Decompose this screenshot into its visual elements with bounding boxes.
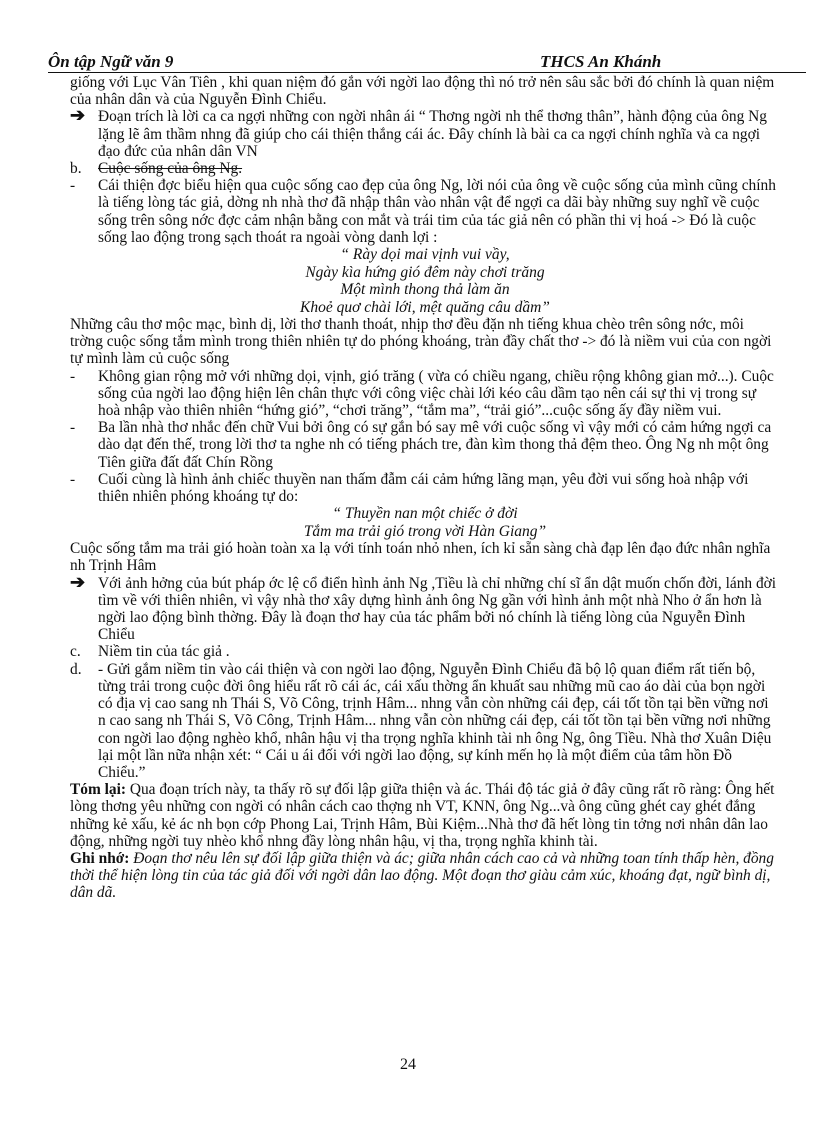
page-number: 24 <box>400 1056 416 1073</box>
arrow-icon: ➔ <box>70 571 86 592</box>
dash-item-4-text: Cuối cùng là hình ảnh chiếc thuyền nan thấm đẫm cái cảm hứng lãng mạn, yêu đời vui sống hoà nhập với thiên nhiên phóng khoáng tự do: <box>98 470 749 506</box>
section-b-heading: Cuộc sống của ông Ng. <box>98 160 243 178</box>
header-school-name: THCS An Khánh <box>540 52 662 71</box>
dash-item-2 <box>70 368 780 420</box>
section-c <box>70 643 780 660</box>
note-label: Ghi nhớ: <box>70 849 130 867</box>
arrow-point-2-text: Với ảnh hởng của bút pháp ớc lệ cổ điển hình ảnh Ng ,Tiều là chỉ những chí sĩ ẩn dật muốn chốn đời, lánh đời tìm về với thiên nhiên, vì vậy nhà thơ xây dựng hình ảnh ông Ng gần với hình ảnh một nhà Nho ở ẩn hơn là ngời lao động bình thờng. Đây là đoạn thơ hay của tác phẩm bởi nó chính là tiếng lòng của Nguyễn Đình Chiểu <box>98 574 777 644</box>
summary-paragraph <box>70 781 780 850</box>
poem-excerpt-2 <box>70 505 780 540</box>
dash-marker: - <box>70 177 76 195</box>
analysis-paragraph-2: Cuộc sống tắm ma trải gió hoàn toàn xa lạ với tính toán nhỏ nhen, ích kỉ sẵn sàng chà đạp lên đạo đức nhân nghĩa nh Trịnh Hâm <box>70 540 771 575</box>
dash-item-1-text: Cái thiện đợc biểu hiện qua cuộc sống cao đẹp của ông Ng, lời nói của ông về cuộc sống của mình cũng chính là tiếng lòng tác giả, dờng nh nhà thơ đã nhập thân vào nhân vật để ngợi ca dãi bày những suy nghĩ về cuộc sống trên sông nớc đợc cảm nhận bằng con mắt và trái tim của tác giả nên có phần thi vị hoá -> Đó là cuộc sống lao động trong sạch thoát ra ngoài vòng danh lợi : <box>98 177 776 246</box>
summary-label: Tóm lại: <box>70 781 127 799</box>
page-content <box>70 74 780 902</box>
dash-item-1 <box>70 177 780 246</box>
section-c-label: c. <box>70 643 81 661</box>
summary-text: Qua đoạn trích này, ta thấy rõ sự đối lập giữa thiện và ác. Thái độ tác giả ở đây cũng rất rõ ràng: Ông hết lòng thơng yêu những con ngời có nhân cách cao thợng nh VT, KNN, ông Ng...và ông cũng ghét cay ghét đắng những kẻ xấu, kẻ ác nh bọn cớp Phong Lai, Trịnh Hâm, Bùi Kiệm...Nhà thơ đã hết lòng tin tởng nơi nhân dân lao động, những ngời tuy nhèo khổ nhng đầy lòng nhân hậu, vị tha, trọng nghĩa khinh tài. <box>70 781 775 850</box>
analysis-paragraph-1: Những câu thơ mộc mạc, bình dị, lời thơ thanh thoát, nhịp thơ đều đặn nh tiếng khua chèo trên sông nớc, môi trờng cuộc sống tắm mình trong thiên nhiên tự do phóng khoáng, tràn đầy chất thơ -> đó là niềm vui của con ngời tự mình làm củ cuộc sống <box>70 316 772 368</box>
note-text: Đoạn thơ nêu lên sự đối lập giữa thiện và ác; giữa nhân cách cao cả và những toan tính thấp hèn, đồng thời thể hiện lòng tin của tác giả đối với ngời dân lao động. Một đoạn thơ giàu cảm xúc, khoáng đạt, ngữ bình dị, dân dã. <box>70 849 774 902</box>
poem-line: “ Thuyền nan một chiếc ở đời <box>332 505 518 523</box>
poem-line: “ Rày dọi mai vịnh vui vầy, <box>340 246 510 264</box>
dash-item-4 <box>70 471 780 505</box>
arrow-point-2 <box>70 571 780 644</box>
section-d-label: d. <box>70 660 82 678</box>
poem-line: Tắm ma trải gió trong vời Hàn Giang” <box>303 522 547 540</box>
poem-excerpt-1 <box>70 246 780 316</box>
poem-line: Một mình thong thả làm ăn <box>340 281 510 299</box>
page-header <box>48 52 806 73</box>
arrow-point-1 <box>70 105 780 160</box>
dash-marker: - <box>70 419 76 437</box>
dash-item-3-text: Ba lần nhà thơ nhắc đến chữ Vui bởi ông có sự gắn bó say mê với cuộc sống vì vậy mới có cảm hứng ngợi ca dào dạt đến thế, trong lời thơ ta nghe nh có tiếng phách tre, đàn kìm thong thả đệm theo. Ông Ng nh một ông Tiên giữa đất đất Chín Rồng <box>98 419 772 471</box>
dash-marker: - <box>70 367 76 385</box>
dash-item-3 <box>70 419 780 471</box>
arrow-point-1-text: Đoạn trích là lời ca ca ngợi những con ngời nhân ái “ Thơng ngời nh thể thơng thân”, hành động của ông Ng lặng lẽ âm thầm nhng đã giúp cho cái thiện thắng cái ác. Đây chính là bài ca ca ngợi chính nghĩa và ca ngợi đạo đức của nhân dân VN <box>98 108 767 160</box>
arrow-icon: ➔ <box>70 105 86 126</box>
note-paragraph <box>70 850 780 902</box>
dash-item-2-text: Không gian rộng mở với những dọi, vịnh, gió trăng ( vừa có chiều ngang, chiều rộng không gian mở...). Cuộc sống của ngời lao động hiện lên chân thực với công việc chài lới kéo câu dầm tạo nên cái sự thi vị trong sự hoà nhập vào thiên nhiên “hứng gió”, “chơi trăng”, “tắm ma”, “trải gió”...cuộc sống ấy đầy niềm vui. <box>98 367 774 420</box>
section-b-label: b. <box>70 160 82 178</box>
poem-line: Ngày kìa hứng gió đêm này chơi trăng <box>305 263 545 281</box>
section-c-heading: Niềm tin của tác giả . <box>98 643 230 661</box>
section-d <box>70 661 780 781</box>
section-d-text: - Gửi gắm niềm tin vào cái thiện và con ngời lao động, Nguyễn Đình Chiểu đã bộ lộ quan điểm rất tiến bộ, từng trải trong cuộc đời ông hiểu rất rõ cái ác, cái xấu thờng ẩn khuất sau những mũ cao áo dài của bọn ngời có địa vị cao sang nh Thái S, Võ Công, trịnh Hâm... nhng vẫn còn những cái đẹp, cái tốt tồn tại bền vững nơi n cao sang nh Thái S, Võ Công, Trịnh Hâm... nhng vẫn còn những cái đẹp, cái tốt tồn tại bền vững nơi những con ngời lao động nghèo khổ, nhân hậu vị tha trọng nghĩa khinh tài nh ông Ng, ông Tiều. Nhà thơ Xuân Diệu lại một lần nữa nhận xét: “ Cái u ái đối với ngời lao động, sự kính mến họ là một điểm của tâm hồn Đồ Chiểu.” <box>98 660 772 781</box>
section-b <box>70 160 780 177</box>
header-course-title: Ôn tập Ngữ văn 9 <box>48 52 174 71</box>
intro-paragraph: giống với Lục Vân Tiên , khi quan niệm đó gắn với ngời lao động thì nó trở nên sâu sắc bởi đó chính là quan niệm của nhân dân và của Nguyễn Đình Chiểu. <box>70 74 775 109</box>
poem-line: Khoẻ quơ chài lới, mệt quăng câu dầm” <box>300 298 550 316</box>
dash-marker: - <box>70 470 76 488</box>
